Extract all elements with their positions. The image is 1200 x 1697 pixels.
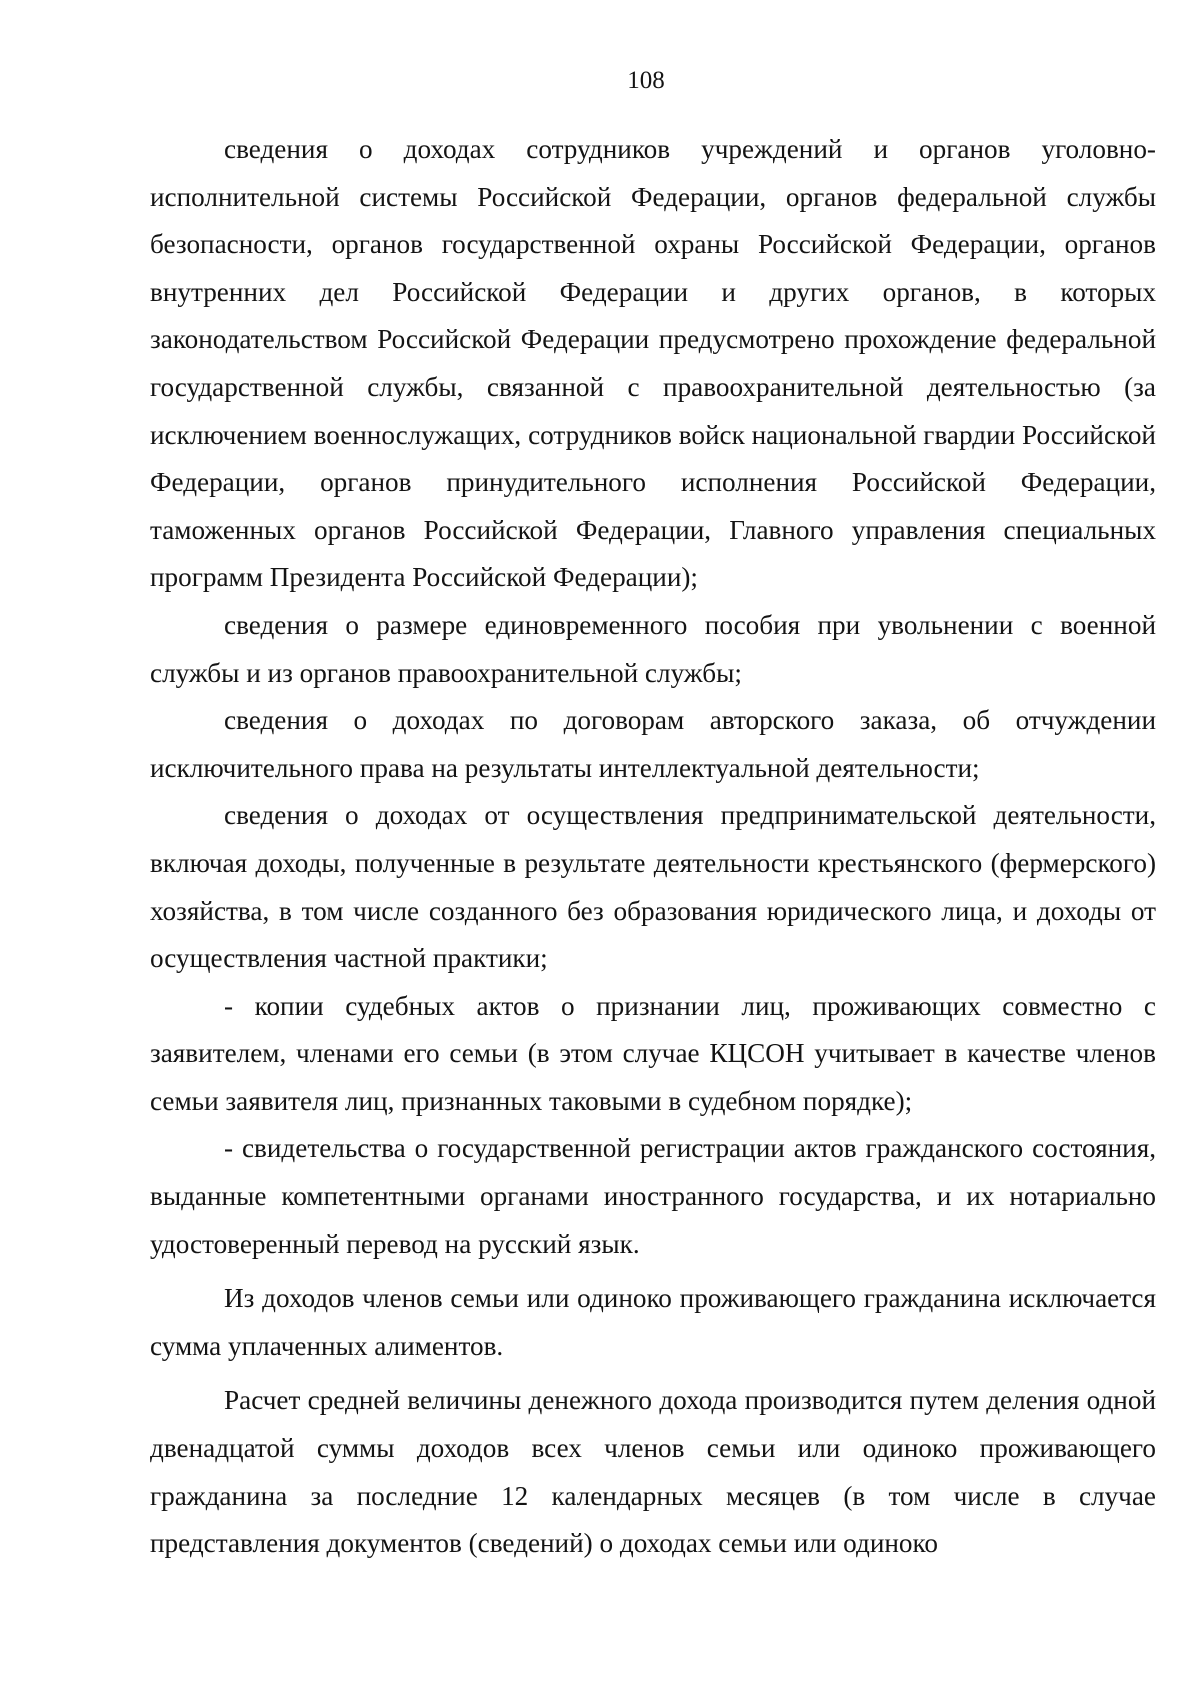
paragraph-alimony-exclusion: Из доходов членов семьи или одиноко проживающего гражданина исключается сумма уплаченных алиментов.: [150, 1283, 1156, 1361]
paragraph-severance-allowance: сведения о размере единовременного пособия при увольнении с военной службы и из органов правоохранительной службы;: [150, 609, 1156, 688]
paragraph-average-income-calculation: Расчет средней величины денежного дохода производится путем деления одной двенадцатой суммы доходов всех членов семьи или одиноко проживающего гражданина за последние 12 календарных месяцев (в том числе в случае представления документов (сведений) о доходах семьи или одиноко: [150, 1385, 1156, 1559]
paragraph-civil-status-certificates: - свидетельства о государственной регистрации актов гражданского состояния, выданные компетентными органами иностранного государства, и их нотариально удостоверенный перевод на русский язык.: [150, 1133, 1156, 1259]
paragraph-author-contracts: сведения о доходах по договорам авторского заказа, об отчуждении исключительного права на результаты интеллектуальной деятельности;: [150, 705, 1156, 783]
paragraph-business-income: сведения о доходах от осуществления предпринимательской деятельности, включая доходы, полученные в результате деятельности крестьянского (фермерского) хозяйства, в том числе созданного без образования юридического лица, и доходы от осуществления частной практики;: [150, 800, 1156, 974]
paragraph-court-acts: - копии судебных актов о признании лиц, проживающих совместно с заявителем, членами его семьи (в этом случае КЦСОН учитывает в качестве членов семьи заявителя лиц, признанных таковыми в судебном порядке);: [150, 990, 1156, 1116]
paragraph-employee-income: сведения о доходах сотрудников учреждений и органов уголовно-исполнительной системы Российской Федерации, органов федеральной службы безопасности, органов государственной охраны Российской Федерации, органов внутренних дел Российской Федерации и других органов, в которых законодательством Российской Федерации предусмотрено прохождение федеральной государственной службы, связанной с правоохранительной деятельностью (за исключением военнослужащих, сотрудников войск национальной гвардии Российской Федерации, органов принудительного исполнения Российской Федерации, таможенных органов Российской Федерации, Главного управления специальных программ Президента Российской Федерации);: [150, 134, 1156, 593]
document-body: [150, 126, 1156, 1568]
page-number: 108: [627, 67, 665, 94]
